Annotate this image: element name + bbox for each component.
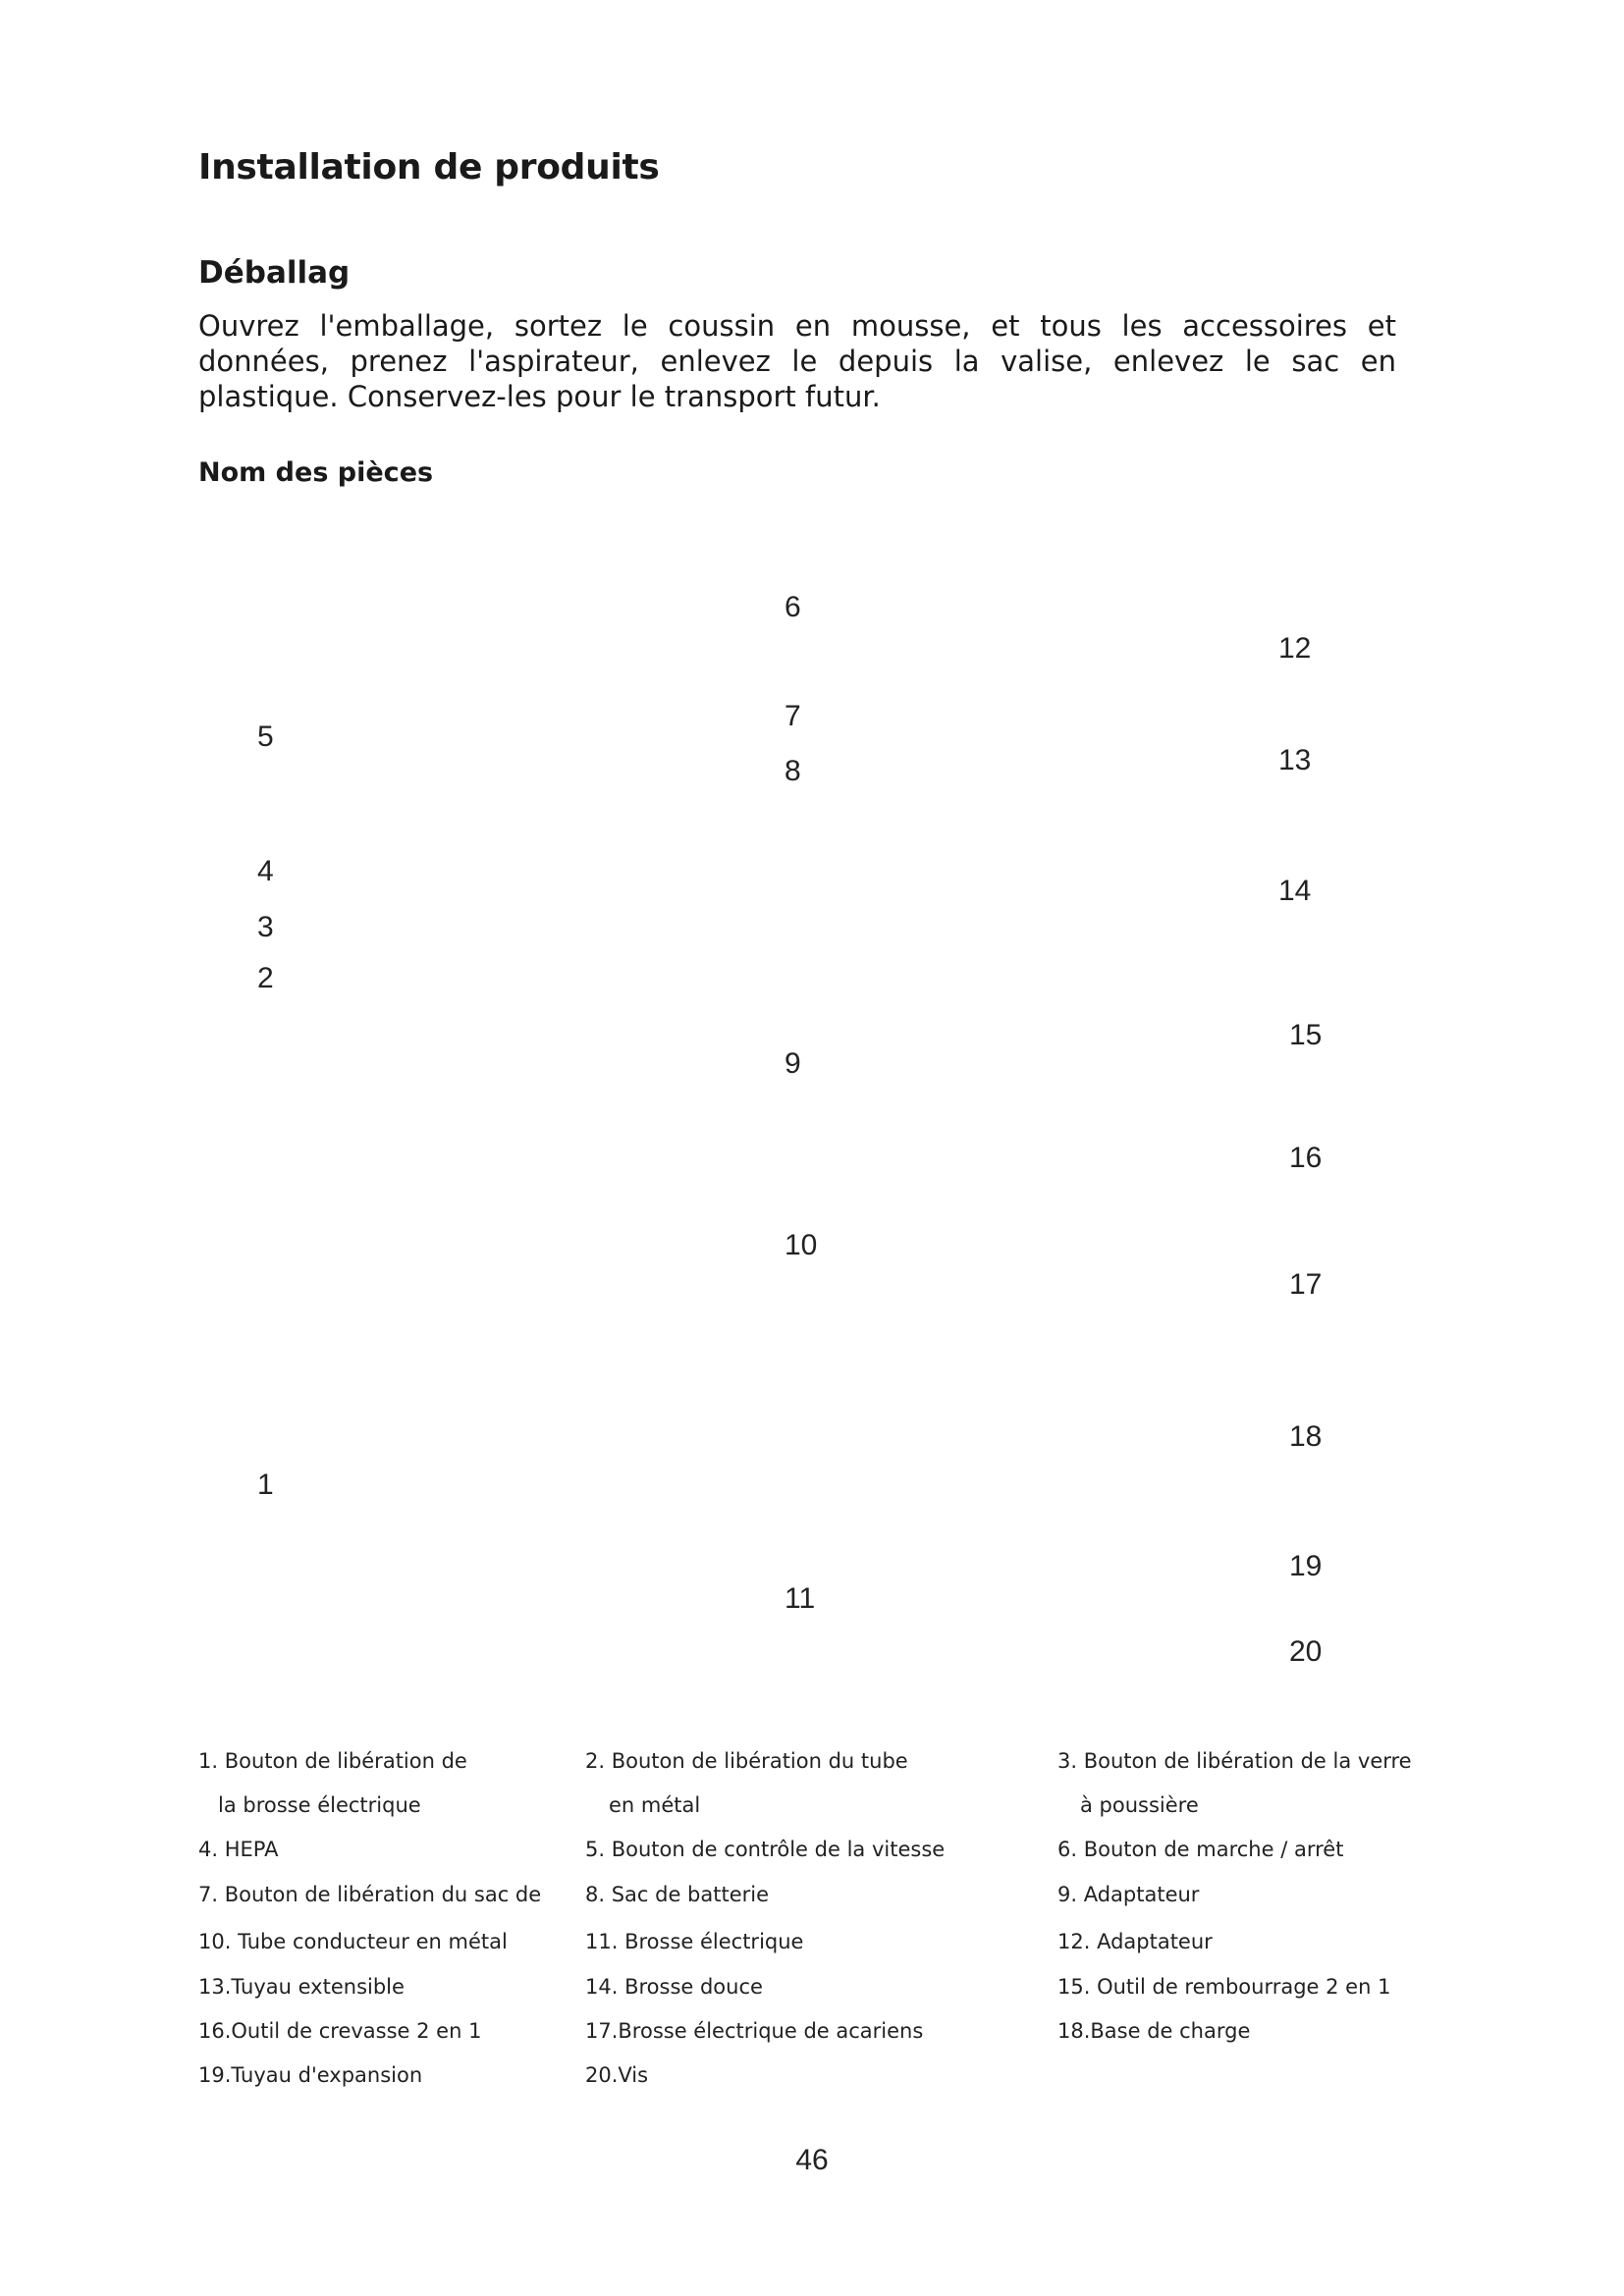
- callout-4: 4: [257, 855, 274, 887]
- legend-item-5: 5. Bouton de contrôle de la vitesse: [585, 1838, 946, 1861]
- callout-14: 14: [1278, 875, 1312, 907]
- legend-item-13: 13.Tuyau extensible: [198, 1975, 405, 1999]
- legend-item-3-cont: à poussière: [1080, 1793, 1199, 1817]
- legend-item-17: 17.Brosse électrique de acariens: [585, 2019, 924, 2043]
- callout-8: 8: [785, 755, 801, 787]
- legend-item-2: 2. Bouton de libération du tube: [585, 1749, 908, 1773]
- legend-item-20: 20.Vis: [585, 2063, 649, 2087]
- legend-item-3: 3. Bouton de libération de la verre: [1057, 1749, 1412, 1773]
- legend-item-16: 16.Outil de crevasse 2 en 1: [198, 2019, 482, 2043]
- callout-5: 5: [257, 721, 274, 753]
- legend-item-4: 4. HEPA: [198, 1838, 279, 1861]
- callout-16: 16: [1289, 1142, 1323, 1174]
- callout-17: 17: [1289, 1268, 1323, 1301]
- parts-heading: Nom des pièces: [198, 457, 434, 488]
- legend-item-1: 1. Bouton de libération de: [198, 1749, 467, 1773]
- callout-13: 13: [1278, 744, 1312, 776]
- callout-19: 19: [1289, 1550, 1323, 1582]
- page-title: Installation de produits: [198, 147, 660, 187]
- legend-item-18: 18.Base de charge: [1057, 2019, 1251, 2043]
- legend-item-8: 8. Sac de batterie: [585, 1883, 770, 1906]
- legend-item-9: 9. Adaptateur: [1057, 1883, 1200, 1906]
- section-text: Ouvrez l'emballage, sortez le coussin en mousse, et tous les accessoires et données, prenez l'aspirateur, enlevez le depuis la valise, enlevez le sac en plastique. Conservez-les pour le transport futur.: [198, 309, 1396, 413]
- legend-item-1-cont: la brosse électrique: [218, 1793, 421, 1817]
- callout-7: 7: [785, 700, 801, 732]
- callout-2: 2: [257, 962, 274, 994]
- legend-item-2-cont: en métal: [609, 1793, 701, 1817]
- legend-item-15: 15. Outil de rembourrage 2 en 1: [1057, 1975, 1391, 1999]
- callout-10: 10: [785, 1229, 818, 1261]
- callout-6: 6: [785, 591, 801, 623]
- legend-item-12: 12. Adaptateur: [1057, 1930, 1213, 1953]
- legend-item-6: 6. Bouton de marche / arrêt: [1057, 1838, 1344, 1861]
- legend-item-19: 19.Tuyau d'expansion: [198, 2063, 423, 2087]
- callout-1: 1: [257, 1468, 274, 1501]
- callout-15: 15: [1289, 1019, 1323, 1051]
- legend-item-10: 10. Tube conducteur en métal: [198, 1930, 508, 1953]
- callout-18: 18: [1289, 1420, 1323, 1453]
- callout-3: 3: [257, 911, 274, 943]
- legend-item-7: 7. Bouton de libération du sac de: [198, 1883, 542, 1906]
- callout-11: 11: [785, 1582, 816, 1615]
- legend-item-14: 14. Brosse douce: [585, 1975, 763, 1999]
- callout-12: 12: [1278, 632, 1312, 665]
- legend-item-11: 11. Brosse électrique: [585, 1930, 804, 1953]
- section-title: Déballag: [198, 255, 351, 291]
- callout-20: 20: [1289, 1635, 1323, 1668]
- page-number: 46: [795, 2144, 829, 2176]
- callout-9: 9: [785, 1047, 801, 1080]
